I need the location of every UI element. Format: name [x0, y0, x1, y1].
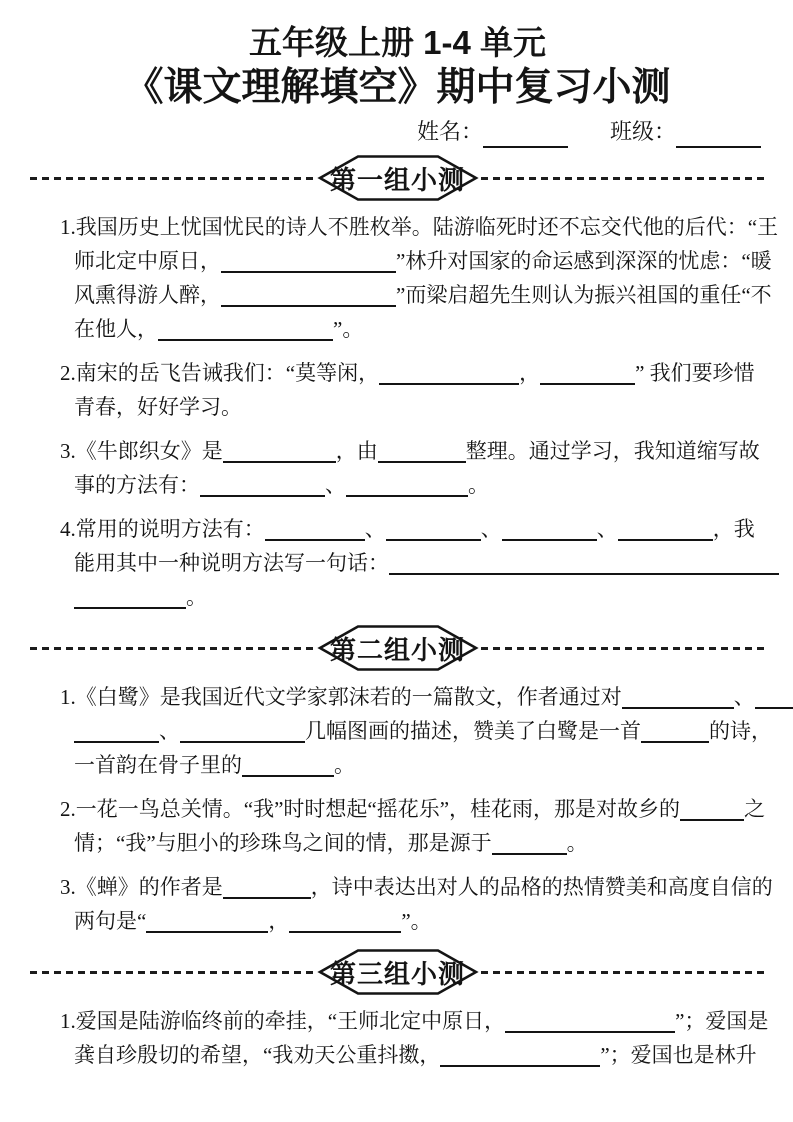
question-text: 我国历史上忧国忧民的诗人不胜枚举。陆游临死时还不忘交代他的后代：“王: [75, 215, 779, 239]
question-text: 。: [566, 831, 588, 855]
question-text: 能用其中一种说明方法写一句话：: [74, 551, 389, 575]
section-badge-label: 第三组小测: [329, 958, 465, 989]
answer-blank[interactable]: [223, 879, 311, 899]
question-text: 《蝉》的作者是: [75, 875, 223, 899]
class-blank[interactable]: [676, 128, 761, 148]
question-line: [30, 434, 765, 468]
answer-blank[interactable]: [502, 521, 597, 541]
question-line: [30, 356, 765, 390]
section-divider: [30, 624, 765, 672]
question-line: [30, 1038, 765, 1072]
question-text: 、: [596, 517, 618, 541]
question-text: ，: [268, 909, 290, 933]
question-text: 龚自珍殷切的希望，“我劝天公重抖擞，: [74, 1043, 441, 1067]
answer-blank[interactable]: [346, 477, 468, 497]
answer-blank[interactable]: [492, 835, 567, 855]
question-number: 2.: [60, 361, 76, 385]
question-line: [30, 1004, 769, 1038]
question-text: 、: [480, 517, 502, 541]
question-number: 4.: [60, 517, 76, 541]
dashed-line-left: [30, 647, 315, 650]
question-text: 的诗，: [709, 719, 772, 743]
question-text: ”而梁启超先生则认为振兴祖国的重任“不: [396, 283, 772, 307]
dashed-line-right: [481, 177, 766, 180]
section-badge: [317, 624, 479, 672]
answer-blank[interactable]: [618, 521, 713, 541]
question: [30, 512, 765, 614]
question: [30, 434, 765, 502]
question: [30, 870, 773, 938]
question-text: ”；爱国是: [675, 1009, 769, 1033]
section-divider: [30, 154, 765, 202]
question: [30, 792, 765, 860]
question-line: [30, 512, 765, 546]
question-text: ，诗中表达出对人的品格的热情赞美和高度自信的: [310, 875, 773, 899]
section-badge-label: 第一组小测: [329, 164, 465, 195]
dashed-line-right: [481, 971, 766, 974]
question-text: 常用的说明方法有：: [75, 517, 265, 541]
question-text: ” 我们要珍惜: [635, 361, 755, 385]
answer-blank[interactable]: [200, 477, 325, 497]
question-number: 3.: [60, 875, 76, 899]
answer-blank[interactable]: [74, 589, 186, 609]
question-line: [30, 792, 765, 826]
section-badge: [317, 154, 479, 202]
question-number: 3.: [60, 439, 76, 463]
question-text: 、: [325, 473, 346, 497]
answer-blank[interactable]: [641, 723, 709, 743]
question-text: 《牛郎织女》是: [75, 439, 223, 463]
question-text: 。: [334, 753, 355, 777]
answer-blank[interactable]: [440, 1047, 600, 1067]
question: [30, 680, 772, 782]
question-text: 之: [744, 797, 766, 821]
answer-blank[interactable]: [755, 689, 793, 709]
question-text: 整理。通过学习，我知道缩写故: [465, 439, 760, 463]
question-line: [30, 546, 765, 580]
question-number: 1.: [60, 215, 76, 239]
name-blank[interactable]: [483, 128, 568, 148]
answer-blank[interactable]: [505, 1013, 675, 1033]
doc-title-line2: 《课文理解填空》期中复习小测: [124, 66, 671, 109]
answer-blank[interactable]: [289, 913, 401, 933]
answer-blank[interactable]: [221, 287, 396, 307]
question-line: [30, 390, 765, 424]
answer-blank[interactable]: [680, 801, 744, 821]
question-text: 在他人，: [74, 317, 158, 341]
answer-blank[interactable]: [74, 723, 159, 743]
answer-blank[interactable]: [221, 253, 396, 273]
question-number: 2.: [60, 797, 76, 821]
question-text: 青春，好好学习。: [74, 395, 242, 419]
dashed-line-left: [30, 177, 315, 180]
question-text: ”；爱国也是林升: [600, 1043, 757, 1067]
question-text: ，: [519, 361, 541, 385]
class-field-group: [610, 116, 761, 148]
answer-blank[interactable]: [378, 443, 466, 463]
question-text: 一花一鸟总关情。“我”时时想起“摇花乐”，桂花雨，那是对故乡的: [75, 797, 681, 821]
section-badge: [317, 948, 479, 996]
question-text: 两句是“: [74, 909, 147, 933]
question-text: 事的方法有：: [74, 473, 200, 497]
question-text: ，由: [335, 439, 378, 463]
question-line: [30, 870, 773, 904]
question-text: 。: [186, 585, 207, 609]
question-line: [30, 826, 765, 860]
question-line: [30, 714, 772, 748]
question-line: [30, 210, 779, 244]
question: [30, 1004, 769, 1072]
answer-blank[interactable]: [540, 365, 635, 385]
question: [30, 210, 779, 346]
class-label: 班级：: [609, 119, 676, 144]
question-line: [30, 748, 765, 782]
question-text: 。: [468, 473, 489, 497]
question-text: 《白鹭》是我国近代文学家郭沫若的一篇散文，作者通过对: [75, 685, 622, 709]
answer-blank[interactable]: [158, 321, 333, 341]
question-line: [30, 278, 772, 312]
answer-blank[interactable]: [146, 913, 268, 933]
answer-blank[interactable]: [386, 521, 481, 541]
question-text: 、: [364, 517, 386, 541]
dashed-line-right: [481, 647, 766, 650]
question-text: 、: [733, 685, 755, 709]
question-text: ”。: [333, 317, 364, 341]
question-text: 几幅图画的描述，赞美了白鹭是一首: [305, 719, 641, 743]
answer-blank[interactable]: [622, 689, 734, 709]
question-text: 南宋的岳飞告诫我们：“莫等闲，: [75, 361, 380, 385]
student-info-row: [30, 116, 761, 148]
name-field-group: [417, 116, 568, 148]
answer-blank[interactable]: [379, 365, 519, 385]
answer-blank[interactable]: [180, 723, 305, 743]
question-text: 风熏得游人醉，: [74, 283, 221, 307]
question-text: 爱国是陆游临终前的牵挂，“王师北定中原日，: [75, 1009, 506, 1033]
question-text: 、: [159, 719, 180, 743]
question: [30, 356, 765, 424]
question-line: [30, 312, 765, 346]
dashed-line-left: [30, 971, 315, 974]
question-number: 1.: [60, 1009, 76, 1033]
question-text: 师北定中原日，: [74, 249, 221, 273]
question-text: ”林升对国家的命运感到深深的忧虑：“暖: [396, 249, 772, 273]
sections: [30, 154, 779, 1072]
question-text: ”。: [401, 909, 432, 933]
answer-blank[interactable]: [242, 757, 334, 777]
question-text: 情；“我”与胆小的珍珠鸟之间的情，那是源于: [74, 831, 492, 855]
answer-blank[interactable]: [223, 443, 336, 463]
section-badge-label: 第二组小测: [329, 634, 465, 665]
question-line: [30, 580, 765, 614]
question-line: [30, 244, 772, 278]
question-number: 1.: [60, 685, 76, 709]
question-text: 一首韵在骨子里的: [74, 753, 242, 777]
name-label: 姓名：: [416, 119, 483, 144]
doc-title-line1: 五年级上册 1-4 单元: [248, 24, 547, 61]
section-divider: [30, 948, 765, 996]
question-line: [30, 904, 765, 938]
question-line: [30, 468, 765, 502]
answer-blank[interactable]: [265, 521, 365, 541]
question-text: ，我: [712, 517, 755, 541]
answer-blank[interactable]: [389, 555, 779, 575]
question-line: [30, 680, 765, 714]
